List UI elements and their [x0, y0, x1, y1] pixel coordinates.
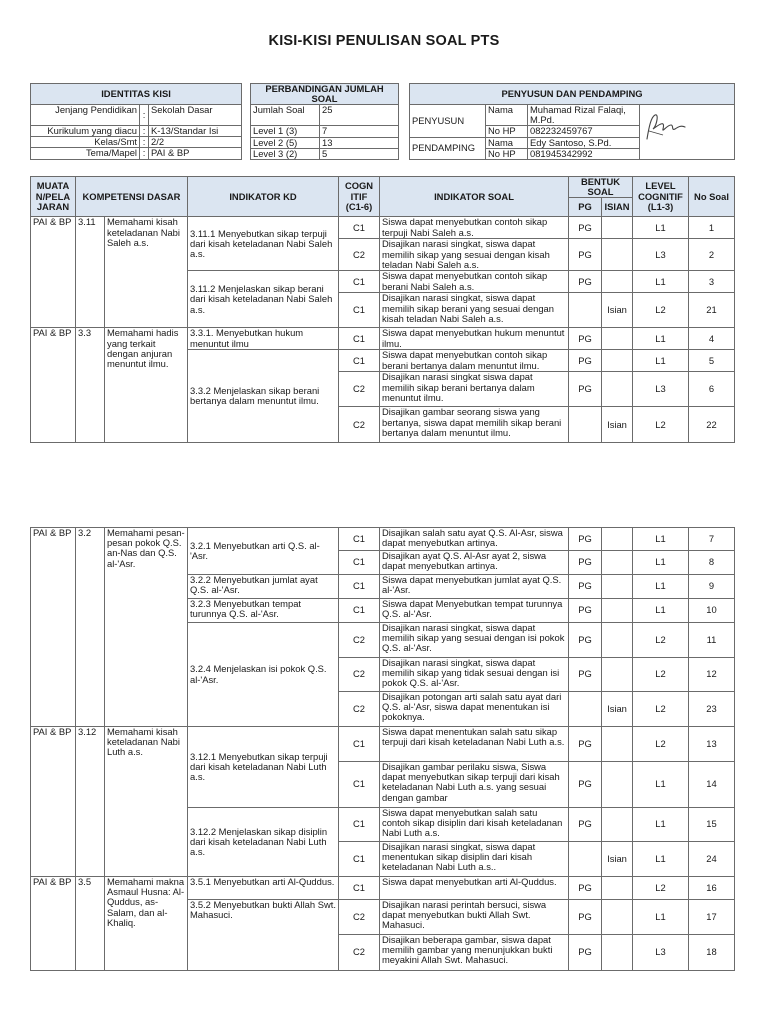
isian-cell [602, 599, 633, 623]
pg-cell: PG [569, 217, 602, 239]
kd-no-cell: 3.3 [76, 328, 105, 443]
indikator-soal-cell: Siswa dapat Menyebutkan tempat turunnya Q.S. al-'Asr. [380, 599, 569, 623]
isian-cell [602, 372, 633, 407]
isian-cell [602, 808, 633, 842]
muatan-cell: PAI & BP [31, 877, 76, 971]
level-cell: L2 [633, 623, 689, 658]
isian-cell [602, 900, 633, 935]
pg-cell [569, 692, 602, 727]
pg-cell: PG [569, 551, 602, 575]
perbandingan-value: 5 [320, 148, 399, 159]
col-level: LEVEL COGNITIF (L1-3) [633, 177, 689, 217]
identitas-value: Sekolah Dasar [149, 105, 242, 126]
indikator-soal-cell: Siswa dapat menyebutkan contoh sikap terpuji Nabi Saleh a.s. [380, 217, 569, 239]
col-cognitif: COGN ITIF (C1-6) [339, 177, 380, 217]
pg-cell [569, 842, 602, 877]
indikator-soal-cell: Disajikan narasi singkat, siswa dapat menentukan sikap disiplin dari kisah keteladanan Nabi Luth a.s.. [380, 842, 569, 877]
penyusun-header: PENYUSUN DAN PENDAMPING [410, 84, 735, 105]
no-cell: 11 [689, 623, 735, 658]
cognitif-cell: C2 [339, 623, 380, 658]
identitas-label: Tema/Mapel [31, 148, 140, 159]
pendamping-hp: 081945342992 [528, 148, 640, 159]
pg-cell: PG [569, 239, 602, 271]
perbandingan-label: Level 3 (2) [251, 148, 320, 159]
col-indikator-soal: INDIKATOR SOAL [380, 177, 569, 217]
col-no: No Soal [689, 177, 735, 217]
cognitif-cell: C1 [339, 350, 380, 372]
pg-cell: PG [569, 900, 602, 935]
no-cell: 12 [689, 658, 735, 692]
kd-cell: Memahami kisah keteladanan Nabi Luth a.s. [105, 727, 188, 877]
kd-no-cell: 3.2 [76, 528, 105, 727]
indikator-soal-cell: Disajikan narasi singkat, siswa dapat memilih sikap yang tidak sesuai dengan isi pokok Q.S. al-'Asr. [380, 658, 569, 692]
pg-cell: PG [569, 658, 602, 692]
page-title: KISI-KISI PENULISAN SOAL PTS [268, 33, 500, 49]
indikator-kd-cell: 3.11.1 Menyebutkan sikap terpuji dari kisah keteladanan Nabi Saleh a.s. [188, 217, 339, 271]
identitas-value: PAI & BP [149, 148, 242, 159]
identitas-label: Kurikulum yang diacu [31, 126, 140, 137]
indikator-soal-cell: Siswa dapat menyebutkan jumlat ayat Q.S. al-'Asr. [380, 575, 569, 599]
penyusun-nama: Muhamad Rizal Falaqi, M.Pd. [528, 105, 640, 126]
indikator-kd-cell: 3.12.1 Menyebutkan sikap terpuji dari kisah keteladanan Nabi Luth a.s. [188, 727, 339, 808]
no-cell: 23 [689, 692, 735, 727]
isian-cell [602, 217, 633, 239]
col-kd: KOMPETENSI DASAR [76, 177, 188, 217]
cognitif-cell: C2 [339, 239, 380, 271]
no-cell: 8 [689, 551, 735, 575]
indikator-kd-cell: 3.5.1 Menyebutkan arti Al-Quddus. [188, 877, 339, 900]
no-cell: 2 [689, 239, 735, 271]
col-isian: ISIAN [602, 198, 633, 217]
indikator-kd-cell: 3.3.1. Menyebutkan hukum menuntut ilmu [188, 328, 339, 350]
cognitif-cell: C2 [339, 935, 380, 971]
isian-cell [602, 762, 633, 808]
penyusun-label: PENYUSUN [410, 105, 486, 138]
pg-cell: PG [569, 528, 602, 551]
no-cell: 14 [689, 762, 735, 808]
indikator-kd-cell: 3.2.4 Menjelaskan isi pokok Q.S. al-'Asr. [188, 623, 339, 727]
indikator-soal-cell: Siswa dapat menyebutkan contoh sikap berani Nabi Saleh a.s. [380, 271, 569, 293]
indikator-soal-cell: Siswa dapat menentukan salah satu sikap terpuji dari kisah keteladanan Nabi Luth a.s. [380, 727, 569, 762]
identitas-value: K-13/Standar Isi [149, 126, 242, 137]
indikator-kd-cell: 3.3.2 Menjelaskan sikap berani bertanya dalam menuntut ilmu. [188, 350, 339, 443]
isian-cell [602, 935, 633, 971]
identitas-sep: : [140, 105, 149, 126]
level-cell: L1 [633, 900, 689, 935]
pg-cell: PG [569, 623, 602, 658]
isian-cell [602, 528, 633, 551]
kd-cell: Memahami makna Asmaul Husna: Al-Quddus, as-Salam, dan al-Khaliq. [105, 877, 188, 971]
level-cell: L1 [633, 762, 689, 808]
pendamping-nama: Edy Santoso, S.Pd. [528, 137, 640, 148]
identitas-sep: : [140, 148, 149, 159]
level-cell: L1 [633, 808, 689, 842]
perbandingan-value: 7 [320, 126, 399, 137]
isian-cell [602, 877, 633, 900]
col-muatan: MUATA N/PELA JARAN [31, 177, 76, 217]
level-cell: L1 [633, 271, 689, 293]
no-cell: 17 [689, 900, 735, 935]
isian-cell: Isian [602, 293, 633, 328]
no-cell: 5 [689, 350, 735, 372]
perbandingan-value: 13 [320, 137, 399, 148]
pg-cell: PG [569, 372, 602, 407]
signature-icon [641, 111, 691, 143]
pg-cell: PG [569, 328, 602, 350]
nama-label: Nama [486, 137, 528, 148]
indikator-soal-cell: Disajikan narasi singkat, siswa dapat memilih sikap yang sesuai dengan kisah teladan Nabi Saleh a.s. [380, 239, 569, 271]
isian-cell: Isian [602, 407, 633, 443]
level-cell: L1 [633, 842, 689, 877]
pg-cell: PG [569, 599, 602, 623]
level-cell: L2 [633, 293, 689, 328]
indikator-kd-cell: 3.2.1 Menyebutkan arti Q.S. al-'Asr. [188, 528, 339, 575]
isian-cell [602, 350, 633, 372]
isian-cell [602, 239, 633, 271]
cognitif-cell: C1 [339, 551, 380, 575]
level-cell: L2 [633, 407, 689, 443]
indikator-kd-cell: 3.5.2 Menyebutkan bukti Allah Swt. Mahasuci. [188, 900, 339, 971]
indikator-kd-cell: 3.11.2 Menjelaskan sikap berani dari kisah keteladanan Nabi Saleh a.s. [188, 271, 339, 328]
pg-cell: PG [569, 877, 602, 900]
no-cell: 1 [689, 217, 735, 239]
indikator-soal-cell: Disajikan beberapa gambar, siswa dapat memilih gambar yang menunjukkan bukti meyakini Allah Swt. Mahasuci. [380, 935, 569, 971]
cognitif-cell: C2 [339, 900, 380, 935]
level-cell: L3 [633, 372, 689, 407]
cognitif-cell: C1 [339, 575, 380, 599]
no-cell: 16 [689, 877, 735, 900]
identitas-label: Kelas/Smt [31, 137, 140, 148]
level-cell: L1 [633, 217, 689, 239]
isian-cell [602, 727, 633, 762]
level-cell: L1 [633, 328, 689, 350]
level-cell: L1 [633, 350, 689, 372]
no-cell: 22 [689, 407, 735, 443]
kisi-table-1 [30, 176, 735, 443]
isian-cell [602, 551, 633, 575]
pg-cell: PG [569, 762, 602, 808]
no-cell: 4 [689, 328, 735, 350]
hp-label: No HP [486, 148, 528, 159]
identitas-table [30, 83, 242, 160]
isian-cell [602, 658, 633, 692]
muatan-cell: PAI & BP [31, 328, 76, 443]
col-pg: PG [569, 198, 602, 217]
perbandingan-label: Level 2 (5) [251, 137, 320, 148]
isian-cell [602, 623, 633, 658]
level-cell: L2 [633, 727, 689, 762]
identitas-sep: : [140, 137, 149, 148]
penyusun-hp: 082232459767 [528, 126, 640, 137]
indikator-kd-cell: 3.2.3 Menyebutkan tempat turunnya Q.S. al-'Asr. [188, 599, 339, 623]
col-bentuk: BENTUK SOAL [569, 177, 633, 198]
hp-label: No HP [486, 126, 528, 137]
cognitif-cell: C1 [339, 217, 380, 239]
pg-cell: PG [569, 935, 602, 971]
kd-cell: Memahami kisah keteladanan Nabi Saleh a.s. [105, 217, 188, 328]
pendamping-label: PENDAMPING [410, 137, 486, 159]
no-cell: 7 [689, 528, 735, 551]
isian-cell [602, 271, 633, 293]
indikator-soal-cell: Disajikan gambar seorang siswa yang bertanya, siswa dapat memilih sikap berani bertanya dalam menuntut ilmu. [380, 407, 569, 443]
no-cell: 15 [689, 808, 735, 842]
pg-cell [569, 407, 602, 443]
no-cell: 9 [689, 575, 735, 599]
pg-cell: PG [569, 808, 602, 842]
pg-cell: PG [569, 575, 602, 599]
cognitif-cell: C1 [339, 877, 380, 900]
no-cell: 3 [689, 271, 735, 293]
pg-cell: PG [569, 727, 602, 762]
indikator-soal-cell: Siswa dapat menyebutkan contoh sikap berani bertanya dalam menuntut ilmu. [380, 350, 569, 372]
perbandingan-value: 25 [320, 105, 399, 126]
level-cell: L1 [633, 551, 689, 575]
no-cell: 13 [689, 727, 735, 762]
no-cell: 21 [689, 293, 735, 328]
pg-cell [569, 293, 602, 328]
identitas-label: Jenjang Pendidikan [31, 105, 140, 126]
level-cell: L2 [633, 658, 689, 692]
identitas-value: 2/2 [149, 137, 242, 148]
level-cell: L2 [633, 692, 689, 727]
cognitif-cell: C1 [339, 271, 380, 293]
indikator-kd-cell: 3.2.2 Menyebutkan jumlat ayat Q.S. al-'Asr. [188, 575, 339, 599]
cognitif-cell: C1 [339, 727, 380, 762]
level-cell: L1 [633, 599, 689, 623]
cognitif-cell: C2 [339, 658, 380, 692]
indikator-kd-cell: 3.12.2 Menjelaskan sikap disiplin dari kisah keteladanan Nabi Luth a.s. [188, 808, 339, 877]
isian-cell: Isian [602, 842, 633, 877]
indikator-soal-cell: Disajikan narasi singkat, siswa dapat memilih sikap yang sesuai dengan isi pokok Q.S. al-'Asr. [380, 623, 569, 658]
level-cell: L1 [633, 528, 689, 551]
kd-no-cell: 3.12 [76, 727, 105, 877]
cognitif-cell: C1 [339, 328, 380, 350]
cognitif-cell: C2 [339, 372, 380, 407]
muatan-cell: PAI & BP [31, 217, 76, 328]
level-cell: L3 [633, 935, 689, 971]
cognitif-cell: C1 [339, 842, 380, 877]
indikator-soal-cell: Disajikan salah satu ayat Q.S. Al-Asr, siswa dapat menyebutkan artinya. [380, 528, 569, 551]
indikator-soal-cell: Disajikan gambar perilaku siswa, Siswa dapat menyebutkan sikap terpuji dari kisah keteladanan Nabi Luth a.s. yang sesuai dengan gambar [380, 762, 569, 808]
indikator-soal-cell: Siswa dapat menyebutkan hukum menuntut ilmu. [380, 328, 569, 350]
kd-no-cell: 3.11 [76, 217, 105, 328]
cognitif-cell: C1 [339, 808, 380, 842]
indikator-soal-cell: Disajikan narasi perintah bersuci, siswa dapat menyebutkan bukti Allah Swt. Mahasuci. [380, 900, 569, 935]
indikator-soal-cell: Disajikan narasi singkat siswa dapat memilih sikap berani bertanya dalam menuntut ilmu. [380, 372, 569, 407]
no-cell: 24 [689, 842, 735, 877]
kd-cell: Memahami pesan-pesan pokok Q.S. an-Nas dan Q.S. al-'Asr. [105, 528, 188, 727]
muatan-cell: PAI & BP [31, 727, 76, 877]
kd-cell: Memahami hadis yang terkait dengan anjuran menuntut ilmu. [105, 328, 188, 443]
indikator-soal-cell: Disajikan potongan arti salah satu ayat dari Q.S. al-'Asr, siswa dapat menentukan isi pokoknya. [380, 692, 569, 727]
identitas-sep: : [140, 126, 149, 137]
level-cell: L2 [633, 877, 689, 900]
indikator-soal-cell: Siswa dapat menyebutkan salah satu contoh sikap disiplin dari kisah keteladanan Nabi Luth a.s. [380, 808, 569, 842]
perbandingan-header: PERBANDINGAN JUMLAH SOAL [251, 84, 399, 105]
indikator-soal-cell: Disajikan narasi singkat, siswa dapat memilih sikap berani yang sesuai dengan kisah teladan Nabi Saleh a.s. [380, 293, 569, 328]
isian-cell: Isian [602, 692, 633, 727]
isian-cell [602, 575, 633, 599]
perbandingan-label: Jumlah Soal [251, 105, 320, 126]
isian-cell [602, 328, 633, 350]
no-cell: 10 [689, 599, 735, 623]
cognitif-cell: C1 [339, 762, 380, 808]
level-cell: L3 [633, 239, 689, 271]
perbandingan-table [250, 83, 399, 160]
cognitif-cell: C1 [339, 528, 380, 551]
no-cell: 6 [689, 372, 735, 407]
cognitif-cell: C2 [339, 407, 380, 443]
kisi-table-2 [30, 527, 735, 971]
pg-cell: PG [569, 271, 602, 293]
level-cell: L1 [633, 575, 689, 599]
cognitif-cell: C2 [339, 692, 380, 727]
col-indikator-kd: INDIKATOR KD [188, 177, 339, 217]
indikator-soal-cell: Siswa dapat menyebutkan arti Al-Quddus. [380, 877, 569, 900]
pg-cell: PG [569, 350, 602, 372]
nama-label: Nama [486, 105, 528, 126]
kd-no-cell: 3.5 [76, 877, 105, 971]
perbandingan-label: Level 1 (3) [251, 126, 320, 137]
indikator-soal-cell: Disajikan ayat Q.S. Al-Asr ayat 2, siswa dapat menyebutkan artinya. [380, 551, 569, 575]
cognitif-cell: C1 [339, 293, 380, 328]
muatan-cell: PAI & BP [31, 528, 76, 727]
identitas-header: IDENTITAS KISI [31, 84, 242, 105]
no-cell: 18 [689, 935, 735, 971]
cognitif-cell: C1 [339, 599, 380, 623]
